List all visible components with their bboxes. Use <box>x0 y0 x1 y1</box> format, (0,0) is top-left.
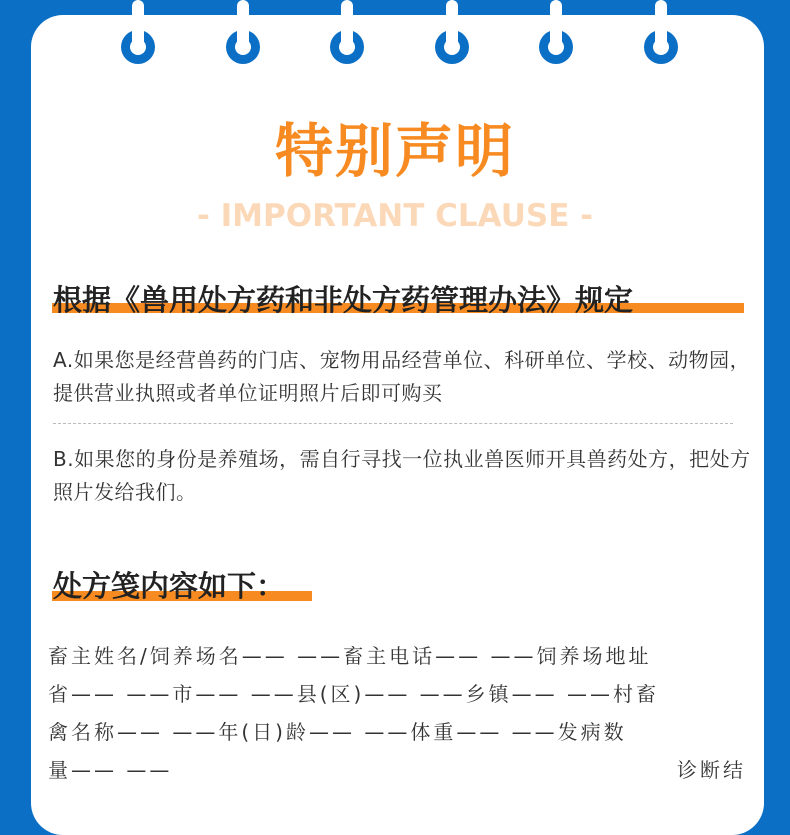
form-line-3: 禽名称—— ——年(日)龄—— ——体重—— ——发病数 <box>48 720 627 744</box>
binder-ring-icon <box>547 0 565 72</box>
form-line-4: 量—— —— <box>48 758 173 782</box>
page-title: 特别声明 <box>274 117 515 185</box>
binder-ring-icon <box>129 0 147 72</box>
binder-ring-icon <box>652 0 670 72</box>
form-line-5: 诊断结 <box>677 758 746 782</box>
clause-b: B.如果您的身份是养殖场，需自行寻找一位执业兽医师开具兽药处方，把处方照片发给我们。 <box>53 447 751 504</box>
binder-ring-icon <box>443 0 461 72</box>
clause-a: A.如果您是经营兽药的门店、宠物用品经营单位、科研单位、学校、动物园，提供营业执照或者单位证明照片后即可购买 <box>53 348 751 405</box>
form-line-2: 省—— ——市—— ——县(区)—— ——乡镇—— ——村畜 <box>48 682 660 706</box>
form-line-1: 畜主姓名/饲养场名—— ——畜主电话—— ——饲养场地址 <box>48 644 652 668</box>
section-heading-prescription: 处方笺内容如下： <box>53 569 286 603</box>
binder-ring-icon <box>234 0 252 72</box>
section-heading-regulation: 根据《兽用处方药和非处方药管理办法》规定 <box>53 283 634 317</box>
divider <box>53 423 733 424</box>
binder-ring-icon <box>338 0 356 72</box>
page-subtitle: - IMPORTANT CLAUSE - <box>196 198 594 234</box>
